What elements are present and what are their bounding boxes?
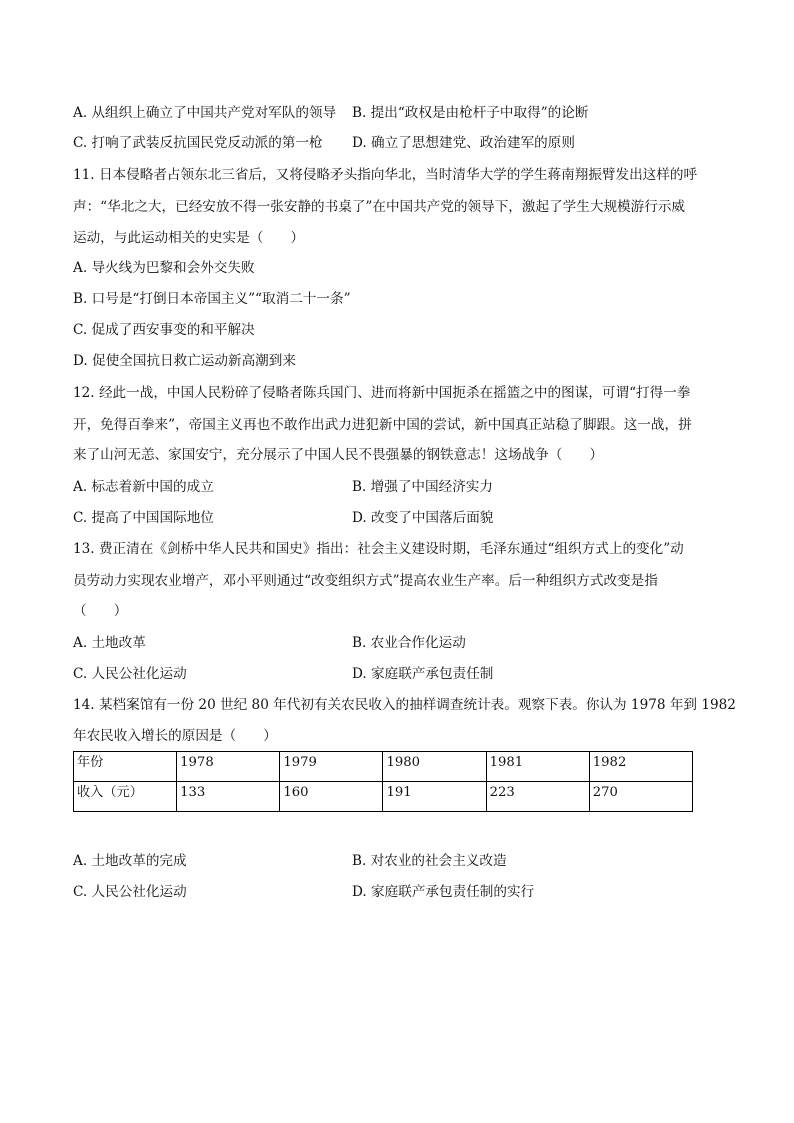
- table-cell: 1980: [383, 752, 486, 782]
- q11-option-a: A. 导火线为巴黎和会外交失败: [73, 260, 255, 276]
- table-cell: 191: [383, 782, 486, 812]
- table-cell: 1978: [177, 752, 280, 782]
- income-survey-table: [73, 751, 693, 812]
- q14-stem-line: 14. 某档案馆有一份 20 世纪 80 年代初有关农民收入的抽样调查统计表。观察下表。你认为 1978 年到 1982: [73, 697, 736, 713]
- q10-option-b: B. 提出“政权是由枪杆子中取得”的论断: [352, 105, 589, 121]
- table-cell: 1979: [280, 752, 383, 782]
- q13-stem-line: （ ）: [73, 603, 128, 619]
- table-cell: 1981: [486, 752, 589, 782]
- table-cell: 年份: [74, 752, 177, 782]
- q11-stem-line: 运动，与此运动相关的史实是（ ）: [73, 230, 305, 246]
- q14-stem-line: 年农民收入增长的原因是（ ）: [73, 728, 277, 744]
- table-cell: 223: [486, 782, 589, 812]
- q11-stem-line: 11. 日本侵略者占领东北三省后，又将侵略矛头指向华北，当时清华大学的学生蒋南翔振臂发出这样的呼: [73, 167, 698, 183]
- q13-stem-line: 13. 费正清在《剑桥中华人民共和国史》指出：社会主义建设时期，毛泽东通过“组织方式上的变化”动: [73, 541, 684, 557]
- q13-option-b: B. 农业合作化运动: [352, 635, 466, 651]
- table-cell: 133: [177, 782, 280, 812]
- q10-option-c: C. 打响了武装反抗国民党反动派的第一枪: [73, 135, 323, 151]
- q14-option-c: C. 人民公社化运动: [73, 884, 187, 900]
- table-cell: 270: [589, 782, 692, 812]
- q14-option-d: D. 家庭联产承包责任制的实行: [352, 884, 535, 900]
- q12-stem-line: 来了山河无恙、家国安宁，充分展示了中国人民不畏强暴的钢铁意志！这场战争（ ）: [73, 447, 604, 463]
- q12-stem-line: 12. 经此一战，中国人民粉碎了侵略者陈兵国门、进而将新中国扼杀在摇篮之中的图谋，可谓“打得一拳: [73, 385, 691, 401]
- table-cell: 收入（元）: [74, 782, 177, 812]
- q14-option-a: A. 土地改革的完成: [73, 853, 187, 869]
- table-cell: 1982: [589, 752, 692, 782]
- q12-option-d: D. 改变了中国落后面貌: [352, 510, 494, 526]
- q12-option-a: A. 标志着新中国的成立: [73, 479, 214, 495]
- q13-stem-line: 员劳动力实现农业增产，邓小平则通过“改变组织方式”提高农业生产率。后一种组织方式改变是指: [73, 573, 658, 589]
- q12-option-b: B. 增强了中国经济实力: [352, 479, 493, 495]
- q10-option-a: A. 从组织上确立了中国共产党对军队的领导: [73, 105, 337, 121]
- q11-option-b: B. 口号是“打倒日本帝国主义”“取消二十一条”: [73, 291, 351, 307]
- table-cell: 160: [280, 782, 383, 812]
- table-row: [74, 782, 693, 812]
- q10-option-d: D. 确立了思想建党、政治建军的原则: [352, 135, 575, 151]
- q14-option-b: B. 对农业的社会主义改造: [352, 853, 507, 869]
- q13-option-a: A. 土地改革: [73, 635, 146, 651]
- q11-option-d: D. 促使全国抗日救亡运动新高潮到来: [73, 353, 296, 369]
- q12-option-c: C. 提高了中国国际地位: [73, 510, 214, 526]
- q11-option-c: C. 促成了西安事变的和平解决: [73, 322, 255, 338]
- q13-option-c: C. 人民公社化运动: [73, 666, 187, 682]
- q13-option-d: D. 家庭联产承包责任制: [352, 666, 494, 682]
- q11-stem-line: 声：“华北之大，已经安放不得一张安静的书桌了”在中国共产党的领导下，激起了学生大规模游行示威: [73, 199, 686, 215]
- q12-stem-line: 开，免得百拳来”，帝国主义再也不敢作出武力进犯新中国的尝试，新中国真正站稳了脚跟。这一战，拼: [73, 417, 692, 433]
- table-row: [74, 752, 693, 782]
